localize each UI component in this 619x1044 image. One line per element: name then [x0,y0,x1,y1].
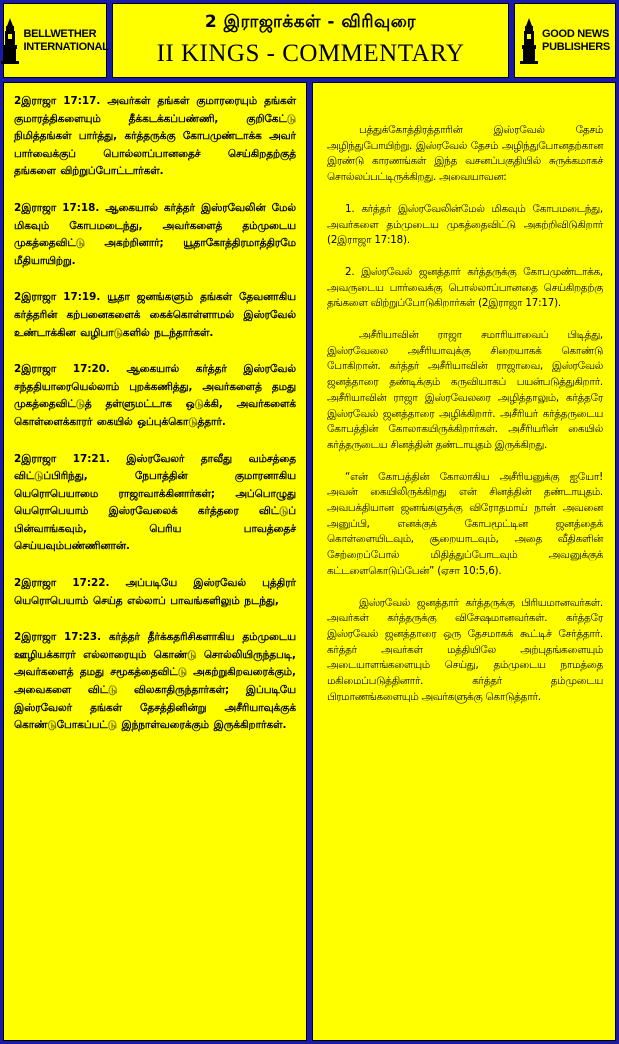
verse-17-22: 2இராஜா 17:22. அப்படியே இஸ்ரவேல் புத்திரர் யெரொபெயாம் செய்த எல்லாப் பாவங்களிலும் நடந்து, [14,577,296,607]
commentary-reason-2: 2. இஸ்ரவேல் ஜனத்தார் கர்த்தருக்கு கோபமுண்டாக்க, அவருடைய பார்வைக்கு பொல்லாப்பானதை செய்கிறதற்கு தங்களை விற்றுப்போடுகிறார்கள் (2இராஜா 17:17). [327,265,603,310]
verse-17-21: 2இராஜா 17:21. இஸ்ரவேலர் தாவீது வம்சத்தை விட்டுப்பிரிந்து, நேபாத்தின் குமாரனாகிய யெரொபெயாமை ராஜாவாக்கினார்கள்; அப்பொழுது யெரொபெயாம் இஸ்ரவேலைக் கர்த்தரை விட்டுப் பின்வாங்கவும், பெரிய பாவத்தைச் செய்யவும்பண்ணினான். [14,452,296,553]
commentary-intro: பத்துக்கோத்திரத்தாரின் இஸ்ரவேல் தேசம் அழிந்துபோயிற்று. இஸ்ரவேல் தேசம் அழிந்துபோனதற்கான இரண்டு காரணங்கள் இந்த வசனப்பகுதியில் சுருக்கமாகச் சொல்லப்பட்டிருக்கிறது. அவையாவன: [327,124,603,184]
logo-right-line1: GOOD NEWS [542,27,610,40]
verse-17-20: 2இராஜா 17:20. ஆகையால் கர்த்தர் இஸ்ரவேல் சந்ததியாரையெல்லாம் புறக்கணித்து, அவர்களைத் தமது முகத்தைவிட்டுத் தள்ளுமட்டாக ஒடுக்கி, அவர்களைக் கொள்ளைக்காரர் கையில் ஒப்புக்கொடுத்தார். [14,363,296,428]
logo-right-line2: PUBLISHERS [542,40,610,53]
scripture-column [3,82,307,1041]
title-tamil: 2 இராஜாக்கள் - விரிவுரை [204,12,417,32]
bell-tower-icon [1,18,19,64]
verse-17-19: 2இராஜா 17:19. யூதா ஜனங்களும் தங்கள் தேவனாகிய கர்த்தரின் கற்பனைகளைக் கைக்கொள்ளாமல் இஸ்ரவேல் உண்டாக்கின வழிபாடுகளில் நடந்தார்கள். [14,291,296,339]
verse-17-18: 2இராஜா 17:18. ஆகையால் கர்த்தர் இஸ்ரவேலின் மேல் மிகவும் கோபமடைந்து, அவர்களைத் தம்முடைய முகத்தைவிட்டு அகற்றினார்; யூதாகோத்திரமாத்திரமே மீதியாயிற்று. [14,201,296,267]
logo-left-line2: INTERNATIONAL [23,40,109,53]
commentary-assyria: அசீரியாவின் ராஜா சமாரியாவைப் பிடித்து, இஸ்ரவேலை அசீரியாவுக்கு சிறையாகக் கொண்டு போகிறான். கர்த்தர் அசீரியாவின் ராஜாவை, இஸ்ரவேல் ஜனத்தாரை தண்டிக்கும் கருவியாகப் பயன்படுத்துகிறார். அசீரியாவின் ராஜா இஸ்ரவேலரை அழித்தாலும், கர்த்தரே இஸ்ரவேல் ஜனத்தாரை அழிக்கிறார். அசீரியர் கர்த்தருடைய கோபத்தின் கோலாகயிருக்கிறார்கள். அசீரியரின் கையில் கர்த்தருடைய சினத்தின் தண்டாயுதம் இருக்கிறது. [327,329,603,451]
commentary-israel-beloved: இஸ்ரவேல் ஜனத்தார் கர்த்தருக்கு பிரியமானவர்கள். அவர்கள் கர்த்தருக்கு விசேஷமானவர்கள். கர்த்தரே இஸ்ரவேல் ஜனத்தாரை ஒரு தேசமாகக் கூட்டிச் சேர்த்தார். கர்த்தர் அவர்கள் மத்தியிலே அற்புதங்களையும் அடையாளங்களையும் செய்து, தம்முடைய நாமத்தை மகிமைப்படுத்தினார். கர்த்தர் தம்முடைய பிரமாணங்களையும் அவர்களுக்கு கொடுத்தார். [327,596,603,703]
bell-tower-icon [520,18,538,64]
verse-17-17: 2இராஜா 17:17. அவர்கள் தங்கள் குமாரரையும் தங்கள் குமாரத்திகளையும் தீக்கடக்கப்பண்ணி, குறிகேட்டு நிமித்தங்கள் பார்த்து, கர்த்தருக்கு கோபமுண்டாக்க அவர் பார்வைக்குப் பொல்லாப்பானதைச் செய்கிறதற்குத் தங்களை விற்றுப்போட்டார்கள். [14,95,296,178]
commentary-reason-1: 1. கர்த்தர் இஸ்ரவேலின்மேல் மிகவும் கோபமடைந்து, அவர்களை தம்முடைய முகத்தைவிட்டு அகற்றிவிடுகிறார் (2இராஜா 17:18). [327,202,603,247]
logo-good-news [514,3,616,78]
commentary-isaiah-quote: “என் கோபத்தின் கோலாகிய அசீரியனுக்கு ஐயோ! அவன் கையிலிருக்கிறது என் சினத்தின் தண்டாயுதம். அவபக்தியான ஜனங்களுக்கு விரோதமாய் நான் அவனை அனுப்பி, எனக்குக் கோபமூட்டின ஜனத்தைக் கொள்ளையிடவும், சூறையாடவும், அதை வீதிகளின் சேற்றைப்போல் மிதித்துப்போடவும் அவனுக்குக் கட்டளைகொடுப்பேன்” (ஏசா 10:5,6). [327,470,603,577]
verse-17-23: 2இராஜா 17:23. கர்த்தர் தீர்க்கதரிசிகளாகிய தம்முடைய ஊழியக்காரர் எல்லாரையும் கொண்டு சொல்லியிருந்தபடி, அவர்களைத் தமது சமூகத்தைவிட்டு அகற்றுகிறவரைக்கும், அவைகளை விட்டு விலகாதிருந்தார்கள்; இப்படியே இஸ்ரவேலர் தங்கள் தேசத்தினின்று அசீரியாவுக்குக் கொண்டுபோகப்பட்டு இந்நாள்வரைக்கும் இருக்கிறார்கள். [14,631,296,732]
logo-left-line1: BELLWETHER [23,27,97,40]
logo-bellwether [3,3,107,78]
title-english: II KINGS - COMMENTARY [156,40,465,67]
page-header [112,3,509,78]
commentary-column [312,82,616,1041]
